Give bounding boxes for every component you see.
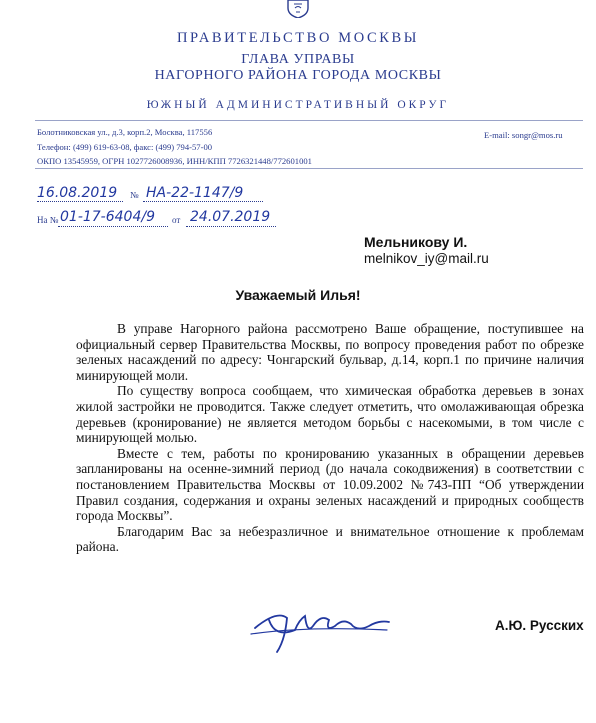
paragraph-4: Благодарим Вас за небезразличное и внимательное отношение к проблемам района. [76, 523, 584, 555]
office-phone: Телефон: (499) 619-63-08, факс: (499) 794-57-00 [37, 142, 213, 152]
header-divider-bottom [35, 168, 583, 169]
signatory-name: А.Ю. Русских [495, 618, 584, 633]
government-title: ПРАВИТЕЛЬСТВО МОСКВЫ [176, 30, 420, 46]
greeting: Уважаемый Илья! [235, 287, 361, 303]
paragraph-2: По существу вопроса сообщаем, что химическая обработка деревьев в зонах жилой застройки не проводится. Также следует отметить, что омолаживающая обрезка деревьев (кронирование) не является методом борьбы с насекомыми, в том числе с минирующей молью. [76, 383, 584, 446]
head-title-line-2: НАГОРНОГО РАЙОНА ГОРОДА МОСКВЫ [154, 68, 442, 83]
date-underline [37, 201, 123, 202]
reference-from-label: от [172, 215, 181, 225]
outgoing-date: 16.08.2019 [37, 185, 118, 201]
outgoing-number: НА-22-1147/9 [146, 185, 244, 201]
header-divider-top [35, 120, 583, 121]
office-address: Болотниковская ул., д.3, корп.2, Москва, 117556 [37, 127, 213, 137]
addressee-email: melnikov_iy@mail.ru [364, 251, 489, 266]
reference-label: На № [37, 215, 59, 225]
reference-number: 01-17-6404/9 [60, 209, 155, 225]
reference-date-underline [186, 226, 276, 227]
office-email: E-mail: songr@mos.ru [484, 130, 563, 140]
number-underline [143, 201, 263, 202]
office-codes: ОКПО 13545959, ОГРН 1027726008936, ИНН/КПП 7726321448/772601001 [37, 156, 312, 166]
handwritten-signature [247, 590, 397, 660]
paragraph-3: Вместе с тем, работы по кронированию указанных в обращении деревьев запланированы на осенне-зимний период (до начала сокодвижения) в соответствии с постановлением Правительства Москвы от 10.09.2002 №743-ПП “Об утверждении Правил создания, содержания и охраны зеленых насаждений и природных сообществ города Москвы”. [76, 445, 584, 524]
letter-body [76, 321, 584, 555]
addressee-name: Мельникову И. [364, 234, 468, 250]
reference-date: 24.07.2019 [190, 209, 271, 225]
moscow-coat-of-arms-icon [286, 0, 310, 18]
head-title-line-1: ГЛАВА УПРАВЫ [241, 52, 355, 67]
okrug-title: ЮЖНЫЙ АДМИНИСТРАТИВНЫЙ ОКРУГ [146, 99, 450, 111]
number-label: № [130, 190, 139, 200]
paragraph-1: В управе Нагорного района рассмотрено Ваше обращение, поступившее на официальный сервер Правительства Москвы, по вопросу проведения работ по обрезке зеленых насаждений по адресу: Чонгарский бульвар, д.14, корп.1 по причине наличия минирующей моли. [76, 321, 584, 383]
reference-underline [58, 226, 168, 227]
